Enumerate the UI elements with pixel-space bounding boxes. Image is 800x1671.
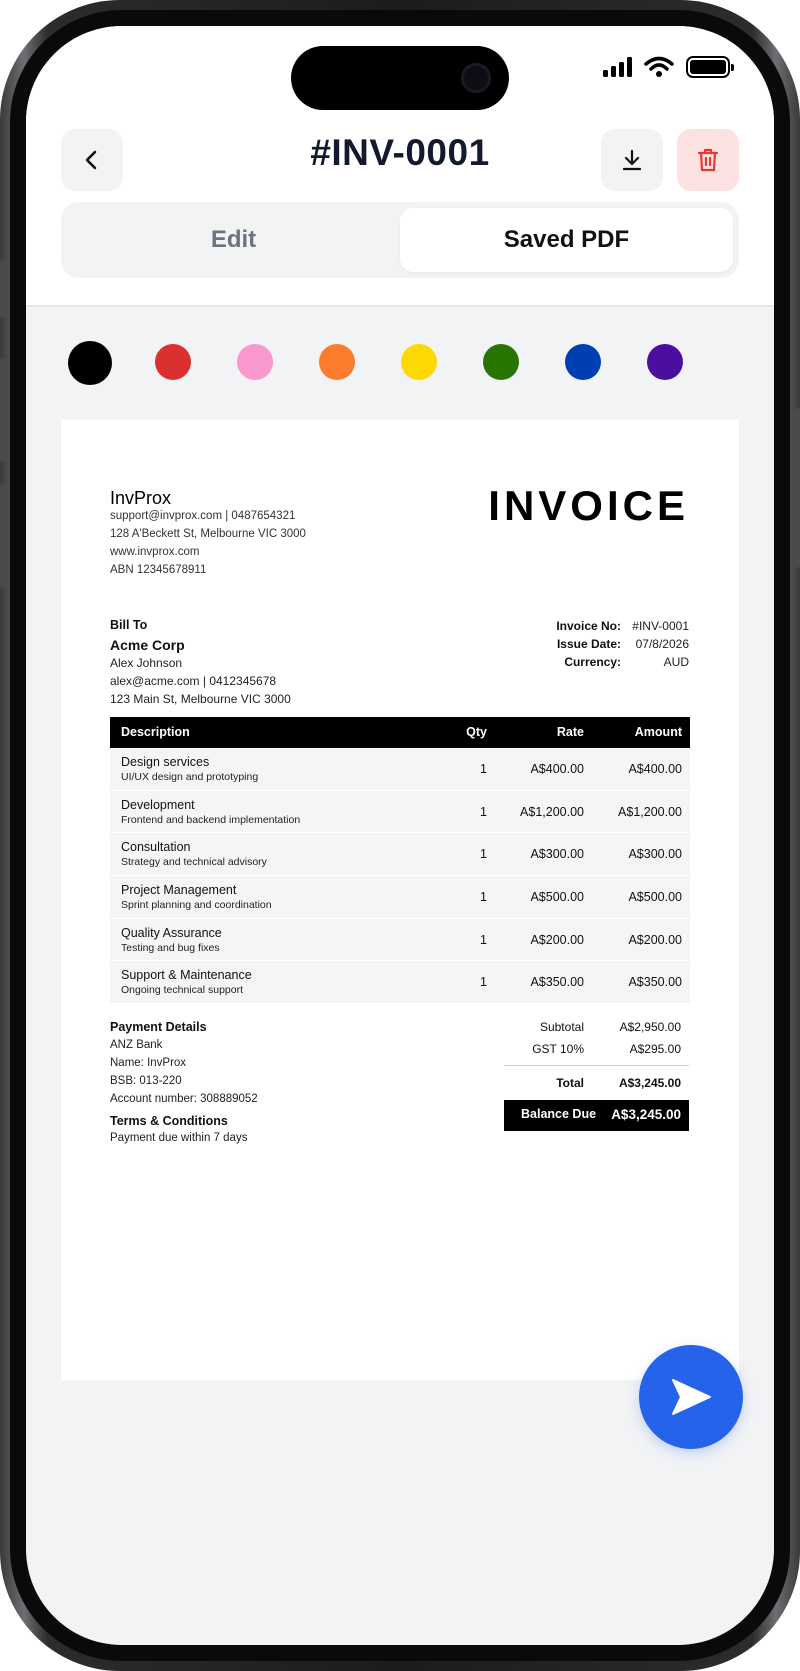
column-description: Description (121, 725, 190, 739)
swatch-pink[interactable] (237, 344, 273, 380)
gst-label: GST 10% (532, 1042, 584, 1056)
item-rate: A$200.00 (530, 932, 584, 947)
total-label: Total (556, 1076, 584, 1090)
chevron-left-icon (81, 149, 103, 171)
item-amount: A$400.00 (628, 762, 682, 776)
table-row (110, 748, 690, 791)
item-rate: A$300.00 (530, 847, 584, 862)
item-qty: 1 (480, 932, 487, 947)
item-qty: 1 (480, 890, 487, 905)
item-rate: A$500.00 (530, 890, 584, 905)
terms-title: Terms & Conditions (110, 1114, 228, 1128)
item-amount: A$500.00 (628, 890, 682, 905)
volume-down-button (0, 484, 6, 588)
column-qty: Qty (466, 725, 487, 739)
header-area (26, 26, 774, 307)
item-name: Consultation (121, 840, 191, 855)
item-qty: 1 (480, 975, 487, 990)
table-header (110, 717, 690, 748)
subtotal-label: Subtotal (539, 1020, 584, 1034)
client-address: 123 Main St, Melbourne VIC 3000 (110, 692, 291, 706)
totals-divider (504, 1065, 689, 1066)
swatch-orange[interactable] (319, 344, 355, 380)
invoice-preview (61, 420, 739, 1380)
subtotal-value: A$2,950.00 (619, 1020, 681, 1034)
company-website: www.invprox.com (110, 546, 200, 558)
download-button[interactable] (601, 129, 663, 191)
item-amount: A$350.00 (628, 975, 682, 990)
meta-label: Issue Date: (556, 637, 621, 651)
balance-due (504, 1100, 689, 1131)
total-value: A$3,245.00 (618, 1076, 681, 1090)
trash-icon (696, 147, 720, 173)
cellular-signal-icon (603, 57, 632, 77)
item-detail: UI/UX design and prototyping (121, 771, 259, 783)
app-screen (26, 26, 774, 1645)
swatch-black[interactable] (68, 341, 112, 385)
item-detail: Strategy and technical advisory (121, 856, 267, 869)
status-bar (603, 56, 730, 78)
download-icon (620, 148, 644, 172)
item-detail: Sprint planning and coordination (121, 899, 272, 912)
currency: AUD (663, 655, 689, 669)
bsb-number: BSB: 013-220 (110, 1075, 182, 1087)
bank-name: ANZ Bank (110, 1039, 163, 1051)
item-qty: 1 (480, 762, 487, 776)
item-name: Development (121, 797, 195, 812)
column-amount: Amount (634, 725, 682, 739)
company-contact: support@invprox.com | 0487654321 (110, 510, 296, 522)
account-number: Account number: 308889052 (110, 1093, 258, 1105)
swatch-red[interactable] (155, 344, 191, 380)
item-name: Design services (121, 755, 210, 769)
dynamic-island (291, 46, 509, 110)
swatch-blue[interactable] (565, 344, 601, 380)
line-items-table (110, 717, 690, 1004)
item-name: Quality Assurance (121, 925, 222, 940)
action-button (0, 260, 6, 318)
table-row (110, 791, 690, 834)
invoice-number: #INV-0001 (632, 619, 689, 633)
item-rate: A$1,200.00 (520, 804, 584, 819)
company-address: 128 A'Beckett St, Melbourne VIC 3000 (110, 528, 306, 540)
balance-value: A$3,245.00 (611, 1107, 681, 1122)
item-name: Support & Maintenance (121, 968, 252, 983)
swatch-yellow[interactable] (401, 344, 437, 380)
balance-label: Balance Due (521, 1107, 597, 1121)
page-title: #INV-0001 (310, 132, 490, 173)
table-row (110, 876, 690, 919)
volume-up-button (0, 358, 6, 462)
table-row (110, 919, 690, 962)
camera-icon (461, 63, 491, 93)
table-row (110, 961, 690, 1004)
invoice-heading: INVOICE (488, 482, 689, 529)
item-qty: 1 (480, 804, 487, 819)
issue-date: 07/8/2026 (635, 637, 689, 651)
gst-value: A$295.00 (629, 1042, 681, 1056)
column-rate: Rate (556, 725, 584, 739)
item-name: Project Management (121, 883, 237, 898)
delete-button[interactable] (677, 129, 739, 191)
power-button (794, 408, 800, 568)
company-name: InvProx (110, 488, 172, 508)
item-amount: A$300.00 (628, 847, 682, 862)
bill-to-label: Bill To (110, 618, 148, 632)
client-person: Alex Johnson (110, 656, 183, 670)
item-detail: Testing and bug fixes (121, 941, 220, 954)
tab-saved-pdf[interactable]: Saved PDF (400, 208, 733, 272)
view-toggle (61, 202, 739, 278)
item-amount: A$200.00 (628, 932, 682, 947)
client-name: Acme Corp (110, 637, 185, 653)
item-detail: Ongoing technical support (121, 984, 243, 997)
table-row (110, 833, 690, 876)
terms-text: Payment due within 7 days (110, 1132, 248, 1144)
send-icon (669, 1377, 713, 1417)
send-button[interactable] (639, 1345, 743, 1449)
account-name: Name: InvProx (110, 1057, 187, 1069)
payment-details-title: Payment Details (110, 1020, 207, 1034)
swatch-green[interactable] (483, 344, 519, 380)
company-abn: ABN 12345678911 (110, 564, 207, 576)
item-qty: 1 (480, 847, 487, 862)
swatch-purple[interactable] (647, 344, 683, 380)
tab-edit[interactable]: Edit (210, 226, 257, 253)
item-amount: A$1,200.00 (618, 804, 682, 819)
item-rate: A$350.00 (530, 975, 584, 990)
item-detail: Frontend and backend implementation (121, 813, 301, 826)
meta-label: Currency: (564, 655, 621, 669)
item-rate: A$400.00 (530, 762, 584, 776)
color-picker (68, 341, 678, 385)
back-button[interactable] (61, 129, 123, 191)
meta-label: Invoice No: (556, 619, 621, 633)
wifi-icon (644, 56, 674, 78)
battery-icon (686, 56, 730, 78)
client-contact: alex@acme.com | 0412345678 (110, 674, 277, 688)
